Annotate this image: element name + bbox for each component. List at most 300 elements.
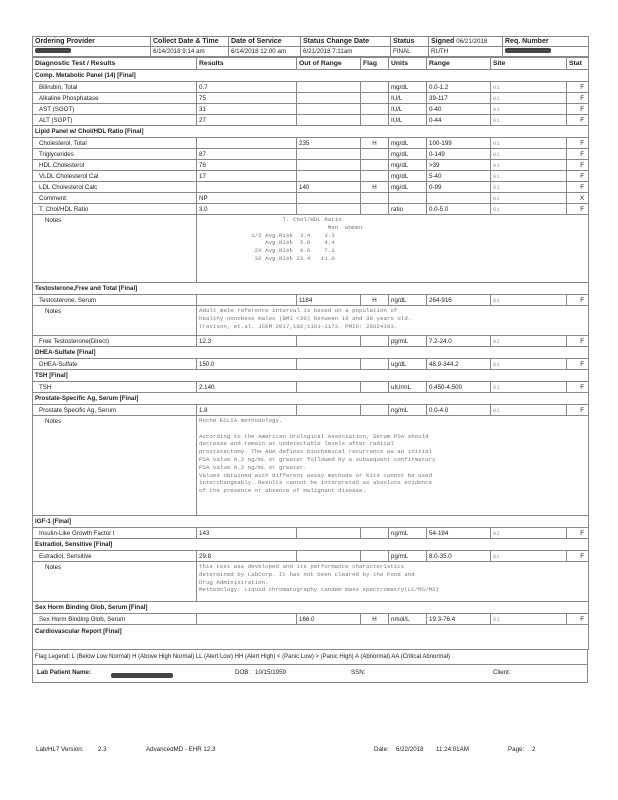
- notes-label: Notes: [33, 306, 197, 336]
- section-title: Sex Horm Binding Glob, Serum [Final]: [33, 602, 197, 614]
- notes-label: Notes: [33, 416, 197, 516]
- section-filler: [197, 539, 297, 551]
- service-value: 6/14/2018 12:00 am: [229, 47, 301, 57]
- section-filler: [197, 602, 297, 614]
- result-value: 3.0: [197, 204, 297, 215]
- ordering-provider-label: Ordering Provider: [33, 37, 151, 47]
- result-row: [33, 359, 589, 370]
- result-value: 143: [197, 528, 297, 539]
- test-name: LDL Cholesterol Calc: [33, 182, 197, 193]
- flag-value: H: [361, 614, 389, 625]
- reference-range: 48.9-344.2: [427, 359, 491, 370]
- section-filler: [427, 70, 491, 82]
- flag-value: [361, 336, 389, 347]
- section-filler: [197, 283, 297, 295]
- units-value: ng/mL: [389, 528, 427, 539]
- section-filler: [361, 370, 389, 382]
- section-filler: [427, 602, 491, 614]
- section-filler: [427, 283, 491, 295]
- section-filler: [389, 539, 427, 551]
- units-value: nmol/L: [389, 614, 427, 625]
- units-value: mg/dL: [389, 171, 427, 182]
- result-value: [197, 614, 297, 625]
- collect-label: Collect Date & Time: [151, 37, 229, 47]
- column-header-row: [33, 58, 589, 70]
- out-of-range-value: 166.0: [297, 614, 361, 625]
- result-value: 31: [197, 104, 297, 115]
- section-filler: [389, 516, 427, 528]
- dob-label: DOB:: [235, 669, 251, 676]
- test-name: Alkaline Phosphatase: [33, 93, 197, 104]
- reference-range: >39: [427, 160, 491, 171]
- test-name: Triglycerides: [33, 149, 197, 160]
- result-value: 150.0: [197, 359, 297, 370]
- column-header-flag: Flag: [361, 58, 389, 70]
- result-value: 12.3: [197, 336, 297, 347]
- section-title: Lipid Panel w/ Chol/HDL Ratio [Final]: [33, 126, 197, 138]
- out-of-range-value: [297, 336, 361, 347]
- section-header: [33, 283, 589, 295]
- section-filler: [197, 625, 297, 650]
- section-filler: [389, 283, 427, 295]
- out-of-range-value: [297, 82, 361, 93]
- result-value: 87: [197, 149, 297, 160]
- flag-value: [361, 104, 389, 115]
- reference-range: 264-916: [427, 295, 491, 306]
- test-name: TSH: [33, 382, 197, 393]
- section-filler: [361, 126, 389, 138]
- section-filler: [197, 70, 297, 82]
- out-of-range-value: [297, 405, 361, 416]
- reference-range: 100-199: [427, 138, 491, 149]
- result-row: [33, 182, 589, 193]
- column-header-test: Diagnostic Test / Results: [33, 58, 197, 70]
- test-name: AST (SGOT): [33, 104, 197, 115]
- result-value: 75: [197, 93, 297, 104]
- units-value: pg/mL: [389, 551, 427, 562]
- signed-date: 06/21/2018: [456, 37, 488, 45]
- result-row: [33, 528, 589, 539]
- reference-range: 0.450-4.500: [427, 382, 491, 393]
- result-row: [33, 551, 589, 562]
- units-value: mg/dL: [389, 182, 427, 193]
- result-row: [33, 149, 589, 160]
- section-filler: [389, 370, 427, 382]
- column-header-range: Range: [427, 58, 491, 70]
- section-filler: [361, 393, 389, 405]
- section-title: Comp. Metabolic Panel (14) [Final]: [33, 70, 197, 82]
- section-header: [33, 393, 589, 405]
- section-filler: [297, 625, 361, 650]
- patient-bar: [32, 665, 588, 683]
- flag-value: [361, 204, 389, 215]
- result-row: [33, 160, 589, 171]
- results-table: [32, 57, 589, 650]
- section-filler: [197, 393, 297, 405]
- section-filler: [491, 370, 567, 382]
- section-filler: [361, 539, 389, 551]
- out-of-range-value: [297, 160, 361, 171]
- section-filler: [567, 625, 589, 650]
- result-row: [33, 93, 589, 104]
- result-row: [33, 193, 589, 204]
- section-header: [33, 625, 589, 650]
- test-name: Sex Horm Binding Glob, Serum: [33, 614, 197, 625]
- reference-range: 54-194: [427, 528, 491, 539]
- units-value: ng/dL: [389, 295, 427, 306]
- units-value: mg/dL: [389, 82, 427, 93]
- section-filler: [197, 347, 297, 359]
- section-filler: [297, 370, 361, 382]
- section-filler: [491, 516, 567, 528]
- stat-code: F: [567, 115, 589, 126]
- section-title: Testosterone,Free and Total [Final]: [33, 283, 197, 295]
- section-header: [33, 516, 589, 528]
- date-label: Date:: [374, 746, 389, 753]
- notes-text: T. Chol/HDL Ratio Men Women 1/2 Avg.Risk 3.4 3.3 Avg.Risk 5.0 4.4 2X Avg.Risk 9.6 7.1 3X Avg.Risk 23.4 11.0: [197, 215, 589, 283]
- site-code: 01: [491, 93, 567, 104]
- status-change-label: Status Change Date: [301, 37, 391, 47]
- flag-value: [361, 115, 389, 126]
- reference-range: [427, 193, 491, 204]
- units-value: mg/dL: [389, 160, 427, 171]
- flag-value: [361, 382, 389, 393]
- section-filler: [389, 393, 427, 405]
- req-value: [503, 47, 589, 57]
- section-title: DHEA-Sulfate [Final]: [33, 347, 197, 359]
- stat-code: F: [567, 614, 589, 625]
- units-value: IU/L: [389, 104, 427, 115]
- service-label: Date of Service: [229, 37, 301, 47]
- section-filler: [389, 126, 427, 138]
- out-of-range-value: [297, 193, 361, 204]
- stat-code: F: [567, 82, 589, 93]
- result-value: 27: [197, 115, 297, 126]
- column-header-out-of-range: Out of Range: [297, 58, 361, 70]
- section-filler: [567, 126, 589, 138]
- result-value: [197, 182, 297, 193]
- site-code: 01: [491, 104, 567, 115]
- section-filler: [297, 393, 361, 405]
- out-of-range-value: 1184: [297, 295, 361, 306]
- section-filler: [361, 625, 389, 650]
- section-header: [33, 347, 589, 359]
- out-of-range-value: [297, 528, 361, 539]
- test-name: Estradiol, Sensitive: [33, 551, 197, 562]
- site-code: 01: [491, 359, 567, 370]
- section-filler: [361, 516, 389, 528]
- units-value: mg/dL: [389, 149, 427, 160]
- date-value: 6/22/2018: [396, 746, 424, 753]
- out-of-range-value: 140: [297, 182, 361, 193]
- section-filler: [491, 625, 567, 650]
- flag-value: H: [361, 182, 389, 193]
- stat-code: F: [567, 138, 589, 149]
- section-filler: [491, 539, 567, 551]
- stat-code: F: [567, 171, 589, 182]
- signed-by: RUTH: [429, 47, 503, 57]
- reference-range: 0.0-4.0: [427, 405, 491, 416]
- stat-code: F: [567, 405, 589, 416]
- site-code: 01: [491, 405, 567, 416]
- flag-value: H: [361, 138, 389, 149]
- out-of-range-value: [297, 93, 361, 104]
- site-code: 01: [491, 614, 567, 625]
- section-filler: [297, 539, 361, 551]
- reference-range: 0.0-5.0: [427, 204, 491, 215]
- units-value: [389, 193, 427, 204]
- result-value: 1.8: [197, 405, 297, 416]
- site-code: 02: [491, 528, 567, 539]
- test-name: Comment:: [33, 193, 197, 204]
- column-header-units: Units: [389, 58, 427, 70]
- result-value: 2.140: [197, 382, 297, 393]
- reference-range: 8.0-35.0: [427, 551, 491, 562]
- stat-code: F: [567, 528, 589, 539]
- reference-range: 19.3-76.4: [427, 614, 491, 625]
- flag-value: [361, 160, 389, 171]
- stat-code: F: [567, 104, 589, 115]
- result-value: NP: [197, 193, 297, 204]
- stat-code: F: [567, 382, 589, 393]
- section-filler: [491, 283, 567, 295]
- result-value: 17: [197, 171, 297, 182]
- stat-code: F: [567, 149, 589, 160]
- product-name: AdvancedMD - EHR 12.3: [146, 746, 216, 753]
- site-code: 01: [491, 382, 567, 393]
- out-of-range-value: [297, 204, 361, 215]
- out-of-range-value: [297, 359, 361, 370]
- column-header-site: Site: [491, 58, 567, 70]
- ordering-provider-value: [33, 47, 151, 57]
- reference-range: 0-99: [427, 182, 491, 193]
- stat-code: F: [567, 551, 589, 562]
- reference-range: 0-40: [427, 104, 491, 115]
- status-change-value: 6/21/2018 7:11am: [301, 47, 391, 57]
- column-header-results: Results: [197, 58, 297, 70]
- reference-range: 7.2-24.0: [427, 336, 491, 347]
- test-name: Bilirubin, Total: [33, 82, 197, 93]
- section-filler: [197, 126, 297, 138]
- reference-range: 39-117: [427, 93, 491, 104]
- patient-name-label: Lab Patient Name:: [37, 669, 91, 676]
- result-row: [33, 104, 589, 115]
- signed-label: Signed: [431, 37, 455, 45]
- redaction-mark: [505, 48, 551, 53]
- reference-range: 5-40: [427, 171, 491, 182]
- flag-value: [361, 359, 389, 370]
- result-row: [33, 204, 589, 215]
- out-of-range-value: [297, 104, 361, 115]
- notes-row: [33, 306, 589, 336]
- section-filler: [491, 393, 567, 405]
- notes-row: [33, 215, 589, 283]
- flag-value: [361, 405, 389, 416]
- out-of-range-value: [297, 115, 361, 126]
- result-row: [33, 82, 589, 93]
- result-value: 29.8: [197, 551, 297, 562]
- flag-value: [361, 149, 389, 160]
- section-filler: [389, 625, 427, 650]
- test-name: ALT (SGPT): [33, 115, 197, 126]
- test-name: Prostate Specific Ag, Serum: [33, 405, 197, 416]
- page-value: 2: [532, 746, 536, 753]
- notes-text: This test was developed and its performance characteristics determined by LabCorp. It has not been cleared by the Food and Drug Administration. Methodology: Liquid chromatography tandem mass spectrometry(LC/MS/MS): [197, 562, 589, 602]
- section-filler: [297, 283, 361, 295]
- flag-legend: Flag Legend: L (Below Low Normal) H (Above High Normal) LL (Alert Low) HH (Alert High) < (Panic Low) > (Panic High) A (Abnormal) AA (Critical Abnormal): [32, 650, 588, 665]
- section-filler: [427, 347, 491, 359]
- units-value: ug/dL: [389, 359, 427, 370]
- section-filler: [567, 539, 589, 551]
- section-filler: [491, 126, 567, 138]
- site-code: 01: [491, 115, 567, 126]
- site-code: 02: [491, 336, 567, 347]
- units-value: uIU/mL: [389, 382, 427, 393]
- site-code: 01: [491, 182, 567, 193]
- stat-code: F: [567, 160, 589, 171]
- reference-range: 0.0-1.2: [427, 82, 491, 93]
- flag-value: [361, 551, 389, 562]
- units-value: ng/mL: [389, 405, 427, 416]
- section-filler: [567, 602, 589, 614]
- section-title: TSH [Final]: [33, 370, 197, 382]
- flag-value: [361, 93, 389, 104]
- notes-row: [33, 562, 589, 602]
- test-name: T. Chol/HDL Ratio: [33, 204, 197, 215]
- ssn-label: SSN:: [351, 669, 366, 676]
- time-value: 11:24:01AM: [436, 746, 469, 753]
- section-filler: [361, 283, 389, 295]
- stat-code: F: [567, 336, 589, 347]
- section-header: [33, 70, 589, 82]
- section-filler: [567, 393, 589, 405]
- test-name: Testosterone, Serum: [33, 295, 197, 306]
- section-filler: [427, 393, 491, 405]
- site-code: 01: [491, 149, 567, 160]
- result-row: [33, 382, 589, 393]
- section-filler: [567, 347, 589, 359]
- site-code: 01: [491, 204, 567, 215]
- notes-text: Roche ECLIA methodology. According to the American Urological Association, Serum PSA should decrease and remain at undetectable levels after radical prostatectomy. The AUA defines biochemical recurrence as an initial PSA value 0.2 ng/mL or greater followed by a subsequent confirmatory PSA value 0.2 ng/mL or greater. Values obtained with different assay methods or kits cannot be used interchangeably. Results cannot be interpreted as absolute evidence of the presence or absence of malignant disease.: [197, 416, 589, 516]
- section-filler: [567, 516, 589, 528]
- section-filler: [297, 602, 361, 614]
- out-of-range-value: [297, 171, 361, 182]
- stat-code: F: [567, 295, 589, 306]
- stat-code: F: [567, 182, 589, 193]
- section-title: Prostate-Specific Ag, Serum [Final]: [33, 393, 197, 405]
- section-filler: [297, 516, 361, 528]
- section-filler: [567, 370, 589, 382]
- section-filler: [197, 370, 297, 382]
- site-code: 01: [491, 193, 567, 204]
- report-header: [32, 36, 589, 57]
- site-code: 01: [491, 82, 567, 93]
- test-name: HDL Cholesterol: [33, 160, 197, 171]
- section-title: Cardiovascular Report [Final]: [33, 625, 197, 650]
- dob-value: 10/15/1959: [255, 669, 286, 676]
- section-filler: [389, 602, 427, 614]
- result-row: [33, 115, 589, 126]
- stat-code: X: [567, 193, 589, 204]
- section-filler: [491, 70, 567, 82]
- stat-code: F: [567, 93, 589, 104]
- lab-report: [32, 36, 588, 683]
- result-row: [33, 295, 589, 306]
- out-of-range-value: [297, 149, 361, 160]
- flag-value: [361, 193, 389, 204]
- result-row: [33, 614, 589, 625]
- result-row: [33, 138, 589, 149]
- section-header: [33, 602, 589, 614]
- site-code: 01: [491, 295, 567, 306]
- section-title: Estradiol, Sensitive [Final]: [33, 539, 197, 551]
- flag-value: [361, 528, 389, 539]
- column-header-stat: Stat: [567, 58, 589, 70]
- section-filler: [567, 70, 589, 82]
- section-filler: [361, 347, 389, 359]
- notes-text: Adult male reference interval is based on a population of healthy nonobese males (BMI <30) between 19 and 39 years old. Travison, et.al. JCEM 2017,102;1161-1173. PMID: 28324103.: [197, 306, 589, 336]
- result-value: 0.7: [197, 82, 297, 93]
- section-filler: [197, 516, 297, 528]
- result-row: [33, 336, 589, 347]
- flag-value: [361, 171, 389, 182]
- units-value: pg/mL: [389, 336, 427, 347]
- client-label: Client:: [493, 669, 511, 676]
- section-filler: [427, 539, 491, 551]
- section-filler: [297, 347, 361, 359]
- section-filler: [491, 347, 567, 359]
- section-filler: [427, 625, 491, 650]
- section-header: [33, 539, 589, 551]
- section-filler: [427, 370, 491, 382]
- out-of-range-value: [297, 551, 361, 562]
- test-name: VLDL Cholesterol Cal: [33, 171, 197, 182]
- units-value: mg/dL: [389, 138, 427, 149]
- status-label: Status: [391, 37, 429, 47]
- site-code: 01: [491, 160, 567, 171]
- section-title: IGF-1 [Final]: [33, 516, 197, 528]
- section-filler: [427, 126, 491, 138]
- result-value: [197, 295, 297, 306]
- status-value: FINAL: [391, 47, 429, 57]
- section-filler: [389, 347, 427, 359]
- result-value: [197, 138, 297, 149]
- section-filler: [567, 283, 589, 295]
- reference-range: 0-44: [427, 115, 491, 126]
- units-value: IU/L: [389, 115, 427, 126]
- version-label: Lab/HL7 Version:: [36, 746, 84, 753]
- section-header: [33, 126, 589, 138]
- site-code: 01: [491, 171, 567, 182]
- section-filler: [361, 70, 389, 82]
- signed-cell: [429, 37, 503, 47]
- section-header: [33, 370, 589, 382]
- notes-row: [33, 416, 589, 516]
- test-name: Cholesterol, Total: [33, 138, 197, 149]
- page-label: Page:: [508, 746, 525, 753]
- stat-code: F: [567, 204, 589, 215]
- test-name: DHEA-Sulfate: [33, 359, 197, 370]
- section-filler: [427, 516, 491, 528]
- out-of-range-value: 235: [297, 138, 361, 149]
- req-label: Req. Number: [503, 37, 589, 47]
- section-filler: [297, 70, 361, 82]
- units-value: ratio: [389, 204, 427, 215]
- redaction-mark: [35, 48, 71, 53]
- notes-label: Notes: [33, 215, 197, 283]
- section-filler: [491, 602, 567, 614]
- result-row: [33, 171, 589, 182]
